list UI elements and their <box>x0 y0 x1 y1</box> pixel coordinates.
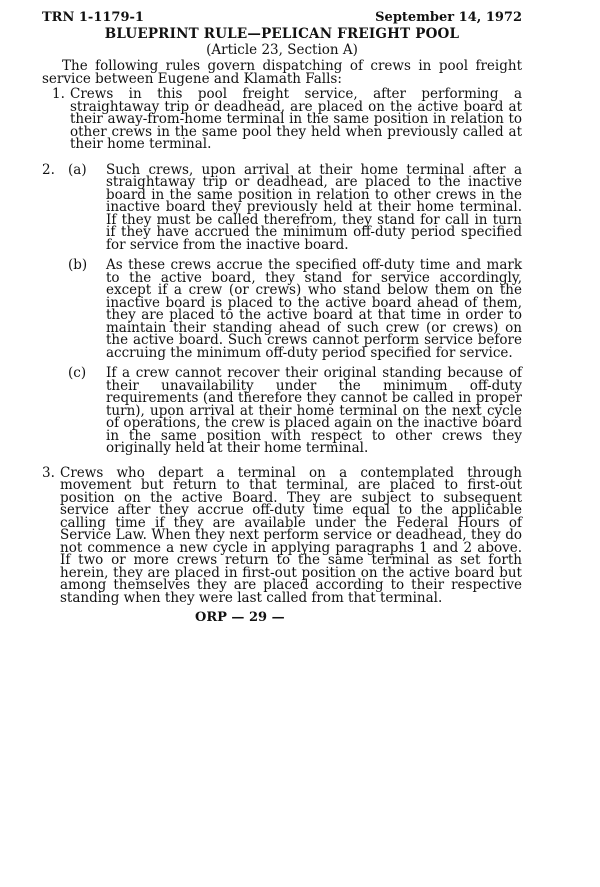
page-footer: ORP — 29 — <box>195 610 285 625</box>
subitem-letter: (b) <box>68 257 88 273</box>
rule-subitem-c <box>68 367 522 455</box>
rule-subitem-b <box>68 259 522 359</box>
document-date: September 14, 1972 <box>375 10 522 25</box>
subitem-text: Such crews, upon arrival at their home terminal after a straightaway trip or deadhead, are placed to the inactive board in the same position in relation to other crews in the inactive board they previously held at their home terminal. If they must be called therefrom, they stand for call in turn if they have accrued the minimum off-duty period specified for service from the inactive board. <box>106 161 522 253</box>
rule-text: Crews in this pool freight service, after performing a straightaway trip or deadhead, are placed on the active board at their away-from-home terminal in the same position in relation to other crews in the same pool they held when previously called at their home terminal. <box>70 86 522 152</box>
rule-number: 3. <box>42 464 55 481</box>
rule-number: 2. <box>42 161 55 178</box>
subitem-letter: (c) <box>68 365 87 381</box>
rule-item-3 <box>42 464 522 606</box>
rule-item-1 <box>52 88 522 151</box>
subitem-text: If a crew cannot recover their original standing because of their unavailability under the minimum off-duty requirements (and therefore they cannot be called in proper turn), upon arrival at their home terminal on the next cycle of operations, the crew is placed again on the inactive board in the same position with respect to other crews they originally held at their home terminal. <box>106 365 522 456</box>
document-page <box>42 10 522 626</box>
document-title: BLUEPRINT RULE—PELICAN FREIGHT POOL <box>104 26 460 42</box>
document-id: TRN 1-1179-1 <box>42 10 144 25</box>
rule-subitems <box>68 161 522 456</box>
rule-text: Crews who depart a terminal on a contemplated through movement but return to that terminal, are placed to first-out position on the active Board. They are subject to subsequent service after they accrue off-duty time equal to the applicable calling time if they are available under the Federal Hours of Service Law. When they next perform service or deadhead, they do not commence a new cycle in applying paragraphs 1 and 2 above. If two or more crews return to the same terminal as set forth herein, they are placed in first-out position on the active board but among themselves they are placed according to their respective standing when they were last called from that terminal. <box>60 464 522 606</box>
subitem-text: As these crews accrue the specified off-duty time and mark to the active board, they stand for service accordingly, except if a crew (or crews) who stand below them on the inactive board is placed to the active board ahead of them, they are placed to the active board at that time in order to maintain their standing ahead of such crew (or crews) on the active board. Such crews cannot perform service before accruing the minimum off-duty period specified for service. <box>106 257 522 361</box>
intro-paragraph: The following rules govern dispatching of crews in pool freight service between Eugene and Klamath Falls: <box>42 58 522 87</box>
subitem-letter: (a) <box>68 161 87 178</box>
rule-subitem-a <box>68 161 522 253</box>
rule-number: 1. <box>52 86 65 102</box>
page-header <box>42 10 522 26</box>
document-subtitle: (Article 23, Section A) <box>206 42 358 58</box>
rule-item-2 <box>42 161 522 456</box>
